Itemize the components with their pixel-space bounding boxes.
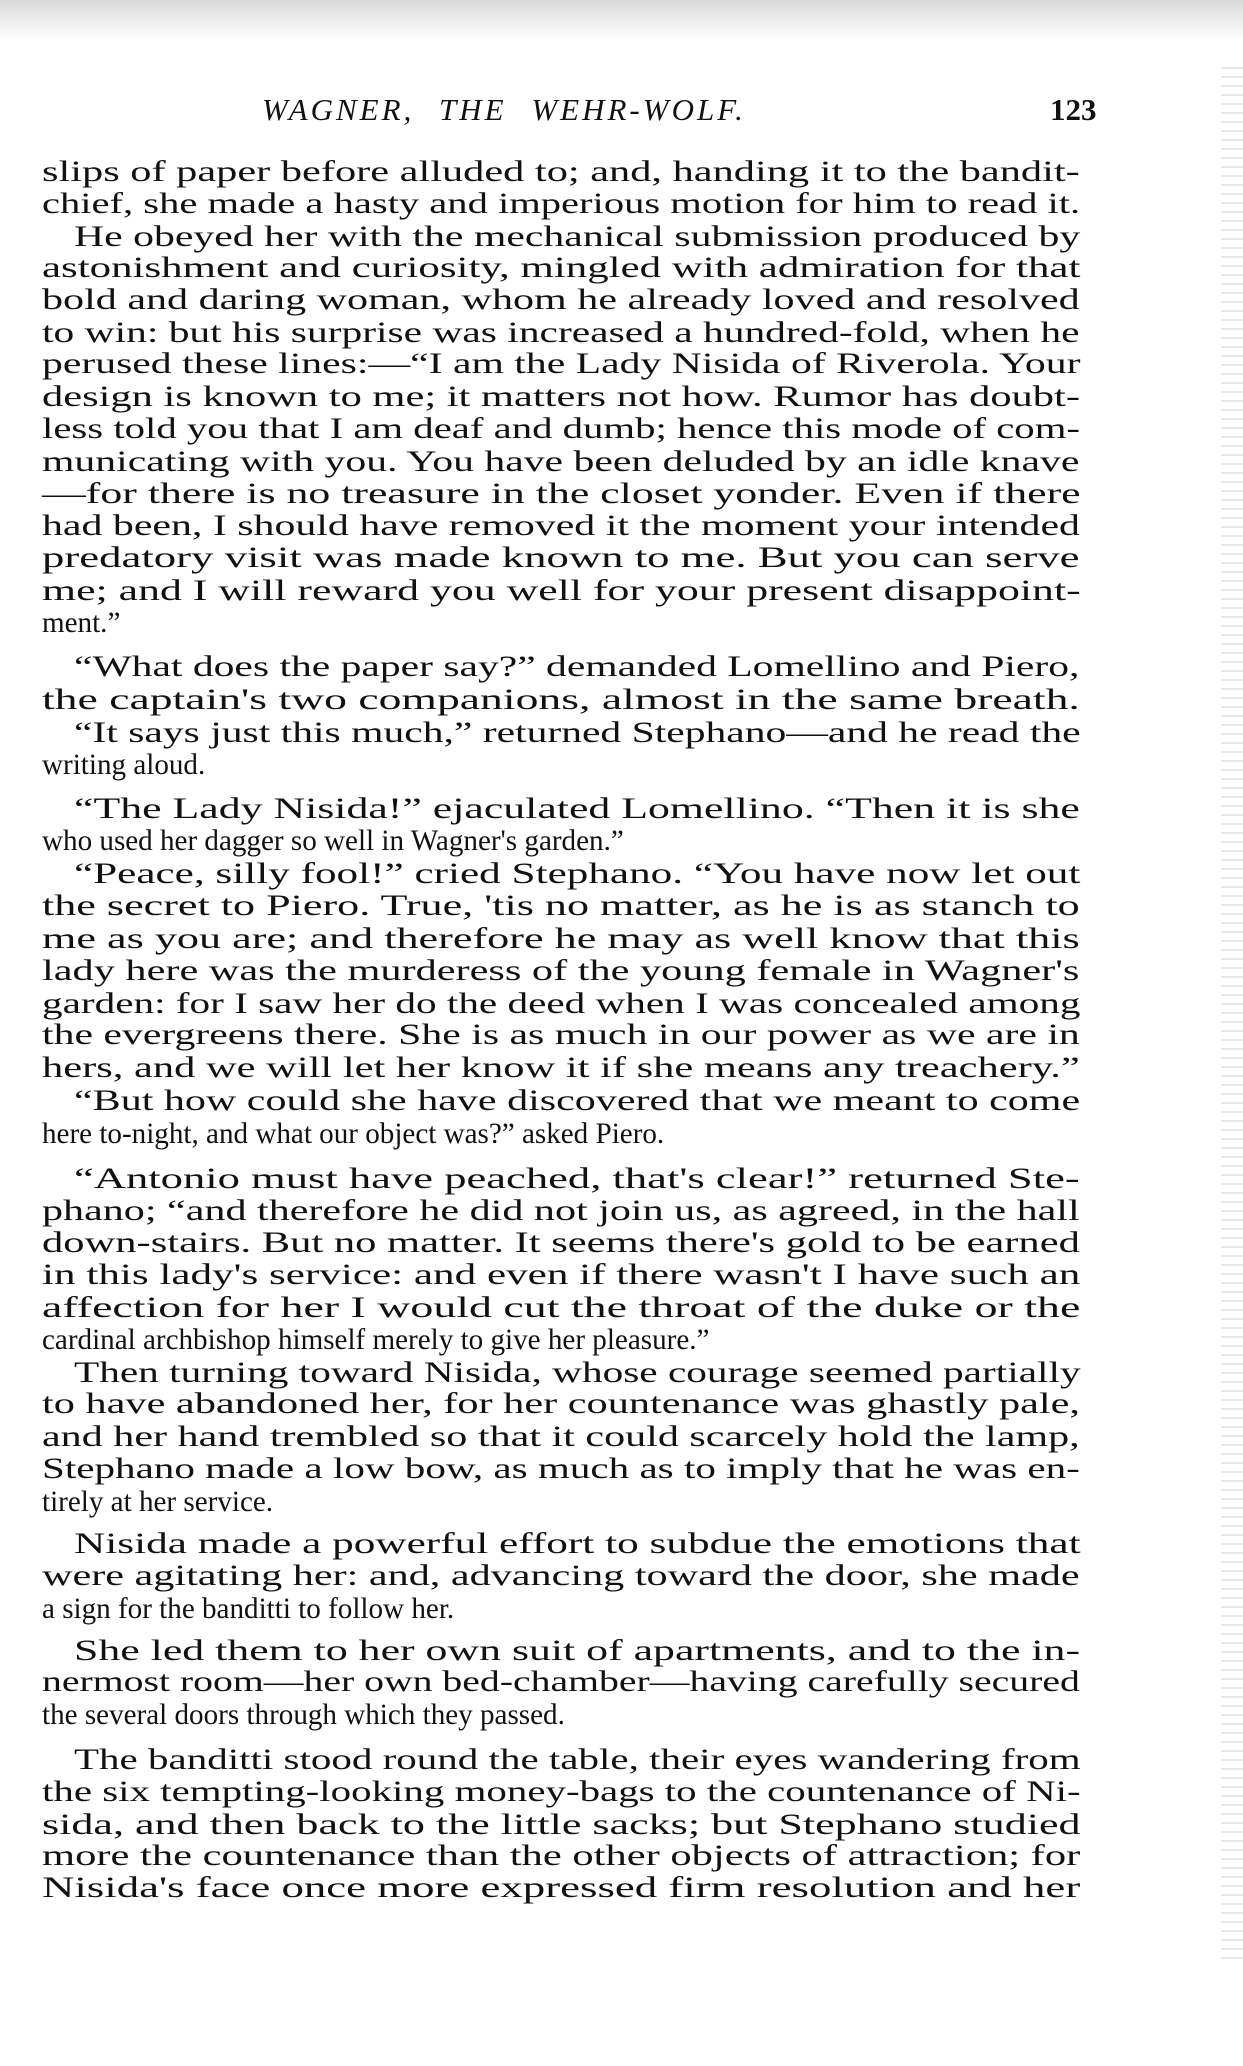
text-line: here to-night, and what our object was?” asked Piero. <box>42 1117 665 1151</box>
text-line: had been, I should have removed it the moment your intended <box>42 509 1080 543</box>
text-line: sida, and then back to the little sacks; but Stephano studied <box>42 1807 1081 1841</box>
text-line: Nisida made a powerful effort to subdue the emotions that <box>74 1526 1081 1560</box>
text-line: the several doors through which they passed. <box>42 1698 565 1732</box>
text-line: slips of paper before alluded to; and, handing it to the bandit- <box>42 154 1080 188</box>
text-line: affection for her I would cut the throat of the duke or the <box>42 1291 1081 1325</box>
text-line: to have abandoned her, for her countenance was ghastly pale, <box>42 1387 1080 1421</box>
text-line: lady here was the murderess of the young female in Wagner's <box>42 953 1080 987</box>
text-line: the six tempting-looking money-bags to the countenance of Ni- <box>42 1774 1081 1808</box>
text-line: He obeyed her with the mechanical submission produced by <box>74 219 1081 253</box>
text-line: “Antonio must have peached, that's clear!” returned Ste- <box>74 1161 1080 1195</box>
text-line: me as you are; and therefore he may as well know that this <box>42 922 1080 955</box>
text-line: “It says just this much,” returned Stephano—and he read the <box>74 716 1081 750</box>
text-line: nermost room—her own bed-chamber—having carefully secured <box>42 1665 1080 1699</box>
text-line: more the countenance than the other objects of attraction; for <box>42 1839 1081 1873</box>
text-line: phano; “and therefore he did not join us, as agreed, in the hall <box>42 1193 1080 1227</box>
text-line: “Peace, silly fool!” cried Stephano. “You have now let out <box>74 857 1081 891</box>
text-line: The banditti stood round the table, their eyes wandering from <box>74 1743 1081 1777</box>
text-line: municating with you. You have been deluded by an idle knave <box>42 444 1080 478</box>
text-line: bold and daring woman, whom he already loved and resolved <box>42 282 1080 316</box>
text-line: —for there is no treasure in the closet yonder. Even if there <box>42 476 1081 510</box>
text-line: the captain's two companions, almost in the same breath. <box>42 683 1080 717</box>
text-line: “What does the paper say?” demanded Lomellino and Piero, <box>74 650 1080 684</box>
running-title: WAGNER, THE WEHR-WOLF. <box>262 92 746 127</box>
text-line: “But how could she have discovered that we meant to come <box>74 1084 1081 1118</box>
text-line: cardinal archbishop himself merely to give her pleasure.” <box>42 1322 710 1356</box>
text-line: Stephano made a low bow, as much as to imply that he was en- <box>42 1451 1080 1485</box>
text-line: She led them to her own suit of apartments, and to the in- <box>74 1633 1081 1667</box>
text-line: ment.” <box>42 605 121 639</box>
page-number: 123 <box>1050 92 1097 127</box>
text-line: Then turning toward Nisida, whose courage seemed partially <box>74 1355 1081 1389</box>
text-line: “The Lady Nisida!” ejaculated Lomellino. “Then it is she <box>74 791 1080 825</box>
text-line: writing aloud. <box>42 748 206 782</box>
text-line: hers, and we will let her know it if she means any treachery.” <box>42 1051 1080 1085</box>
text-line: garden: for I saw her do the deed when I was concealed among <box>42 986 1081 1020</box>
text-line: a sign for the banditti to follow her. <box>42 1591 455 1625</box>
text-line: predatory visit was made known to me. But you can serve <box>42 541 1080 575</box>
text-line: Nisida's face once more expressed firm resolution and her <box>42 1870 1081 1904</box>
text-line: and her hand trembled so that it could scarcely hold the lamp, <box>42 1420 1080 1454</box>
text-line: who used her dagger so well in Wagner's garden.” <box>42 824 624 858</box>
text-line: the secret to Piero. True, 'tis no matter, as he is as stanch to <box>42 889 1080 923</box>
text-line: to win: but his surprise was increased a hundred-fold, when he <box>42 315 1080 349</box>
scan-edge-top <box>0 0 1243 40</box>
text-line: less told you that I am deaf and dumb; hence this mode of com- <box>42 411 1080 445</box>
text-line: in this lady's service: and even if there wasn't I have such an <box>42 1258 1081 1292</box>
text-line: perused these lines:—“I am the Lady Nisida of Riverola. Your <box>42 347 1081 381</box>
text-line: chief, she made a hasty and imperious motion for him to read it. <box>42 186 1081 220</box>
text-line: tirely at her service. <box>42 1484 274 1518</box>
text-line: were agitating her: and, advancing toward the door, she made <box>42 1558 1080 1592</box>
text-line: design is known to me; it matters not how. Rumor has doubt- <box>42 380 1080 414</box>
text-line: astonishment and curiosity, mingled with admiration for that <box>42 251 1081 285</box>
text-line: me; and I will reward you well for your present disappoint- <box>42 574 1081 608</box>
text-line: down-stairs. But no matter. It seems there's gold to be earned <box>42 1226 1080 1260</box>
text-line: the evergreens there. She is as much in our power as we are in <box>42 1018 1080 1052</box>
scan-edge-right <box>1221 60 1243 1960</box>
